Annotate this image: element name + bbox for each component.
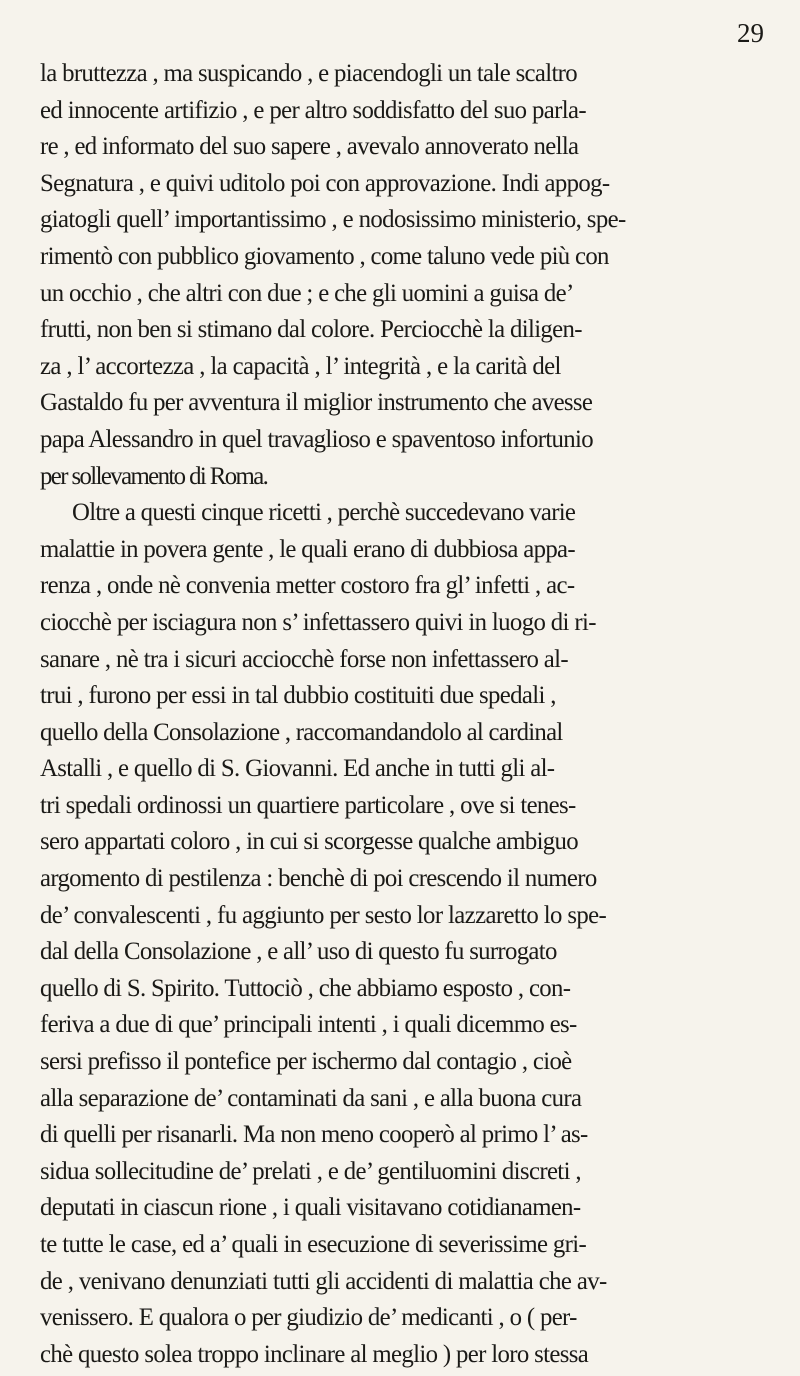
text-line: dal della Consolazione , e all’ uso di questo fu surrogato (40, 938, 557, 966)
body-text (40, 56, 800, 1373)
text-line: quello della Consolazione , raccomandandolo al cardinal (40, 718, 563, 746)
text-line: Oltre a questi cinque ricetti , perchè succedevano varie (72, 499, 576, 527)
text-line: rimentò con pubblico giovamento , come taluno vede più con (40, 242, 609, 270)
text-line: za , l’ accortezza , la capacità , l’ integrità , e la carità del (40, 352, 561, 380)
text-line: la bruttezza , ma suspicando , e piacendogli un tale scaltro (40, 60, 578, 87)
text-line: chè questo solea troppo inclinare al meglio ) per loro stessa (40, 1340, 589, 1368)
text-line: trui , furono per essi in tal dubbio costituiti due spedali , (40, 682, 556, 710)
text-line: sanare , nè tra i sicuri acciocchè forse non infettassero al- (40, 645, 568, 673)
text-line: de’ convalescenti , fu aggiunto per sesto lor lazzaretto lo spe- (40, 901, 607, 929)
text-line: ed innocente artifizio , e per altro soddisfatto del suo parla- (40, 96, 586, 124)
text-line: frutti, non ben si stimano dal colore. Perciocchè la diligen- (40, 316, 582, 344)
text-line: Segnatura , e quivi uditolo poi con approvazione. Indi appog- (40, 169, 610, 197)
text-line: venissero. E qualora o per giudizio de’ medicanti , o ( per- (40, 1304, 577, 1332)
text-line: un occhio , che altri con due ; e che gli uomini a guisa de’ (40, 279, 574, 307)
text-line: giatogli quell’ importantissimo , e nodosissimo ministerio, spe- (40, 206, 626, 234)
text-line: alla separazione de’ contaminati da sani , e alla buona cura (40, 1084, 582, 1112)
text-line: sidua sollecitudine de’ prelati , e de’ gentiluomini discreti , (40, 1157, 581, 1185)
text-line: renza , onde nè convenia metter costoro fra gl’ infetti , ac- (40, 572, 575, 600)
text-line: argomento di pestilenza : benchè di poi crescendo il numero (40, 865, 597, 893)
page-number: 29 (737, 18, 764, 48)
text-line: te tutte le case, ed a’ quali in esecuzione di severissime gri- (40, 1231, 587, 1258)
text-line: di quelli per risanarli. Ma non meno cooperò al primo l’ as- (40, 1121, 588, 1149)
text-line: Astalli , e quello di S. Giovanni. Ed anche in tutti gli al- (40, 755, 555, 783)
text-line: per sollevamento di Roma. (40, 462, 268, 490)
text-line: feriva a due di que’ principali intenti , i quali dicemmo es- (40, 1011, 577, 1039)
text-line: tri spedali ordinossi un quartiere particolare , ove si tenes- (40, 791, 576, 819)
text-line: papa Alessandro in quel travaglioso e spaventoso infortunio (40, 425, 593, 453)
text-line: sersi prefisso il pontefice per ischermo dal contagio , cioè (40, 1048, 572, 1076)
text-line: sero appartati coloro , in cui si scorgesse qualche ambiguo (40, 828, 578, 856)
text-line: malattie in povera gente , le quali erano di dubbiosa appa- (40, 535, 575, 563)
text-line: deputati in ciascun rione , i quali visitavano cotidianamen- (40, 1194, 581, 1222)
text-line: Gastaldo fu per avventura il miglior instrumento che avesse (40, 389, 593, 417)
text-line: re , ed informato del suo sapere , avevalo annoverato nella (40, 133, 579, 161)
text-line: de , venivano denunziati tutti gli accidenti di malattia che av- (40, 1267, 607, 1295)
text-line: quello di S. Spirito. Tuttociò , che abbiamo esposto , con- (40, 974, 571, 1002)
text-line: ciocchè per isciagura non s’ infettassero quivi in luogo di ri- (40, 608, 596, 636)
